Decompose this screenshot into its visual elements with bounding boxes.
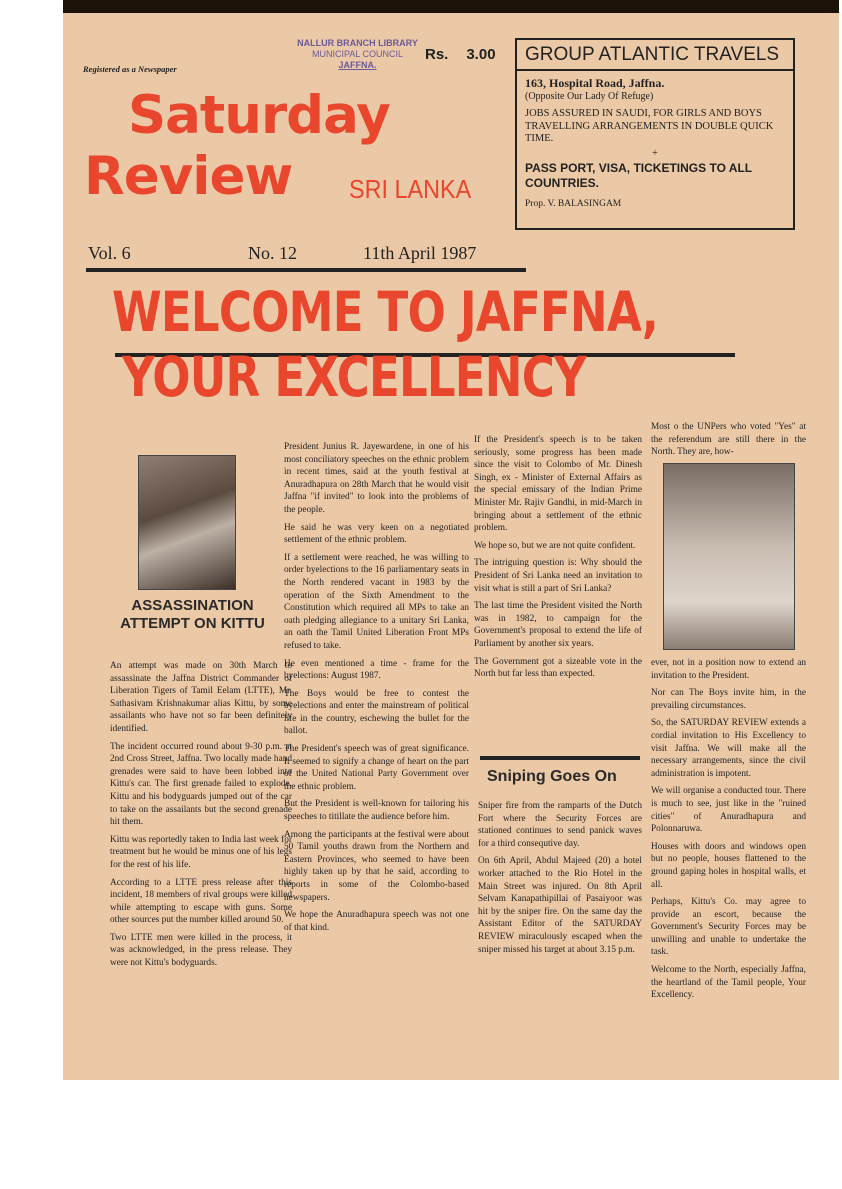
column-main-3-top xyxy=(651,421,806,464)
article-title-assassination: ASSASSINATION ATTEMPT ON KITTU xyxy=(120,597,265,632)
headline-line1: WELCOME TO JAFFNA, xyxy=(112,280,659,344)
price-label: Rs. xyxy=(425,46,449,63)
issue-number: No. 12 xyxy=(248,243,297,263)
paragraph: Perhaps, Kittu's Co. may agree to provide an escort, because the Government's Security Forces may be unwilling and unable to undertake the task. xyxy=(651,897,806,958)
paragraph: If a settlement were reached, he was willing to order byelections to the 16 parliamentary seats in the North rendered vacant in 1983 by the operation of the Sixth Amendment to the Constitution which required all MPs to take an oath pledging allegiance to a unitary Sri Lanka, an oath the Tamil United Liberation Front MPs refused to take. xyxy=(284,552,469,651)
ad-address: 163, Hospital Road, Jaffna. xyxy=(525,76,665,90)
paragraph: Kittu was reportedly taken to India last week for treatment but he would be minus one of his legs for the rest of his life. xyxy=(110,834,292,870)
ad-divider xyxy=(517,69,793,71)
paragraph: Among the participants at the festival were about 50 Tamil youths drawn from the Northern and Eastern Provinces, who seemed to have been highly taken up by that he said, according to reports in some of the Colombo-based newspapers. xyxy=(284,829,469,903)
paragraph: The incident occurred round about 9-30 p.m. at 2nd Cross Street, Jaffna. Two locally made hand grenades were said to have been lobbed into Kittu's car. The first grenade failed to explode. Kittu and his bodyguards jumped out of the car to take on the assailants but the second grenade hit them. xyxy=(110,741,292,828)
paragraph: Most o the UNPers who voted "Yes" at the referendum are still there in the North. They are, how- xyxy=(651,422,806,458)
paragraph: But the President is well-known for tailoring his speeches to titillate the audience before him. xyxy=(284,799,469,823)
issue-date: 11th April 1987 xyxy=(363,243,477,263)
paragraph: Two LTTE men were killed in the process, it was acknowledged, in the press release. They were not Kittu's bodyguards. xyxy=(110,932,292,969)
registered-note: Registered as a Newspaper xyxy=(83,64,177,74)
paragraph: He said he was very keen on a negotiated settlement of the ethnic problem. xyxy=(284,522,469,546)
paragraph: According to a LTTE press release after this incident, 18 members of rival groups were killed while attempting to escape with guns. Some other sources put the number killed around 50. xyxy=(110,877,292,926)
ad-proprietor: Prop. V. BALASINGAM xyxy=(525,198,622,209)
ad-passport: PASS PORT, VISA, TICKETINGS TO ALL COUNTRIES. xyxy=(525,160,752,190)
president-photo xyxy=(663,463,795,650)
paragraph: Sniper fire from the ramparts of the Dutch Fort where the Security Forces are stationed continues to send panick waves for a third consequtive day. xyxy=(478,801,642,849)
paragraph: The President's speech was of great significance. It seemed to signify a change of heart on the part of the United National Party Government over the ethnic problem. xyxy=(284,744,469,792)
column-main-3 xyxy=(651,657,806,1007)
library-stamp xyxy=(270,38,445,71)
paragraph: We hope so, but we are not quite confident. xyxy=(474,540,636,551)
paragraph: Nor can The Boys invite him, in the prevailing circumstances. xyxy=(651,688,806,711)
price-value: 3.00 xyxy=(466,46,496,63)
masthead-sri-lanka: SRI LANKA xyxy=(349,174,472,204)
ad-title: GROUP ATLANTIC TRAVELS xyxy=(525,44,780,65)
column-sniping xyxy=(478,800,642,961)
section-rule xyxy=(480,756,640,760)
masthead-review: Review xyxy=(84,146,293,207)
paragraph: He even mentioned a time - frame for the byelections: August 1987. xyxy=(284,658,469,682)
paragraph: We hope the Anuradhapura speech was not one of that kind. xyxy=(284,910,469,933)
article-title-sniping: Sniping Goes On xyxy=(487,768,617,785)
stamp-line: JAFFNA. xyxy=(338,60,377,70)
price xyxy=(425,46,496,63)
ad-address-note: (Opposite Our Lady Of Refuge) xyxy=(525,91,654,102)
paragraph: The intriguing question is: Why should the President of Sri Lanka need an invitation to visit what is still a part of Sri Lanka? xyxy=(474,558,642,594)
paragraph: President Junius R. Jayewardene, in one of his most conciliatory speeches on the ethnic problem in recent times, said at the youth festival at Anuradhapura on 28th March that he would visit Jaffna "if invited" to look into the problems of the people. xyxy=(284,442,469,515)
paragraph: An attempt was made on 30th March to assassinate the Jaffna District Commander of Liberation Tigers of Tamil Eelam (LTTE), Mr. Sathasivam Krishnakumar alias Kittu, by some assailants who have not so far been definitely identified. xyxy=(110,661,292,734)
paragraph: The Government got a sizeable vote in the North but far less than expected. xyxy=(474,656,642,680)
column-main-1 xyxy=(284,441,469,939)
ad-jobs: JOBS ASSURED IN SAUDI, FOR GIRLS AND BOYS TRAVELLING ARRANGEMENTS IN DOUBLE QUICK TIME. xyxy=(525,108,774,144)
headline-line2: YOUR EXCELLENCY xyxy=(122,345,586,409)
column-main-2 xyxy=(474,434,642,686)
paragraph: We will organise a conducted tour. There is much to see, just like in the "ruined cities" of Anuradhapura and Polonnaruwa. xyxy=(651,786,806,835)
issue-rule xyxy=(86,268,526,272)
paragraph: Houses with doors and windows open but no people, houses flattened to the ground gaping holes in hospital walls, et all. xyxy=(651,841,806,890)
travel-advertisement xyxy=(515,38,795,230)
volume: Vol. 6 xyxy=(88,243,131,263)
paragraph: So, the SATURDAY REVIEW extends a cordial invitation to His Excellency to visit Jaffna. We will make all the necessary arrangements, since the civil administration is impotent. xyxy=(651,718,806,779)
paragraph: Welcome to the North, especially Jaffna, the heartland of the Tamil people, Your Excellency. xyxy=(651,965,806,1001)
paragraph: The Boys would be free to contest the byelections and enter the mainstream of political life in the country, eschewing the bullet for the ballot. xyxy=(284,688,469,737)
paragraph: On 6th April, Abdul Majeed (20) a hotel worker attached to the Rio Hotel in the Main Street was injured. On 8th April Selvam Kanapathipillai of Pasaiyoor was hit by the sniper fire. On the same day the Assistant Editor of the SATURDAY REVIEW miraculously escaped when the sniper missed his target at about 3.15 p.m. xyxy=(478,856,642,955)
ad-plus: + xyxy=(652,147,658,159)
stamp-line: NALLUR BRANCH LIBRARY xyxy=(297,38,418,48)
masthead-saturday: Saturday xyxy=(128,85,390,146)
kittu-photo xyxy=(138,455,236,590)
paragraph: The last time the President visited the North was in 1982, to campaign for the Government's proposal to extend the life of Parliament by another six years. xyxy=(474,601,642,649)
paragraph: If the President's speech is to be taken seriously, some progress has been made since the visit to Colombo of Mr. Dinesh Singh, ex - Minister of External Affairs as the special emissary of the Indian Prime Minister Mr. Rajiv Gandhi, in mid-March in bringing about a settlement of the ethnic problem. xyxy=(474,435,642,534)
column-assassination xyxy=(110,660,292,975)
stamp-line: MUNICIPAL COUNCIL xyxy=(311,49,403,59)
paragraph: ever, not in a position now to extend an invitation to the President. xyxy=(651,658,806,681)
